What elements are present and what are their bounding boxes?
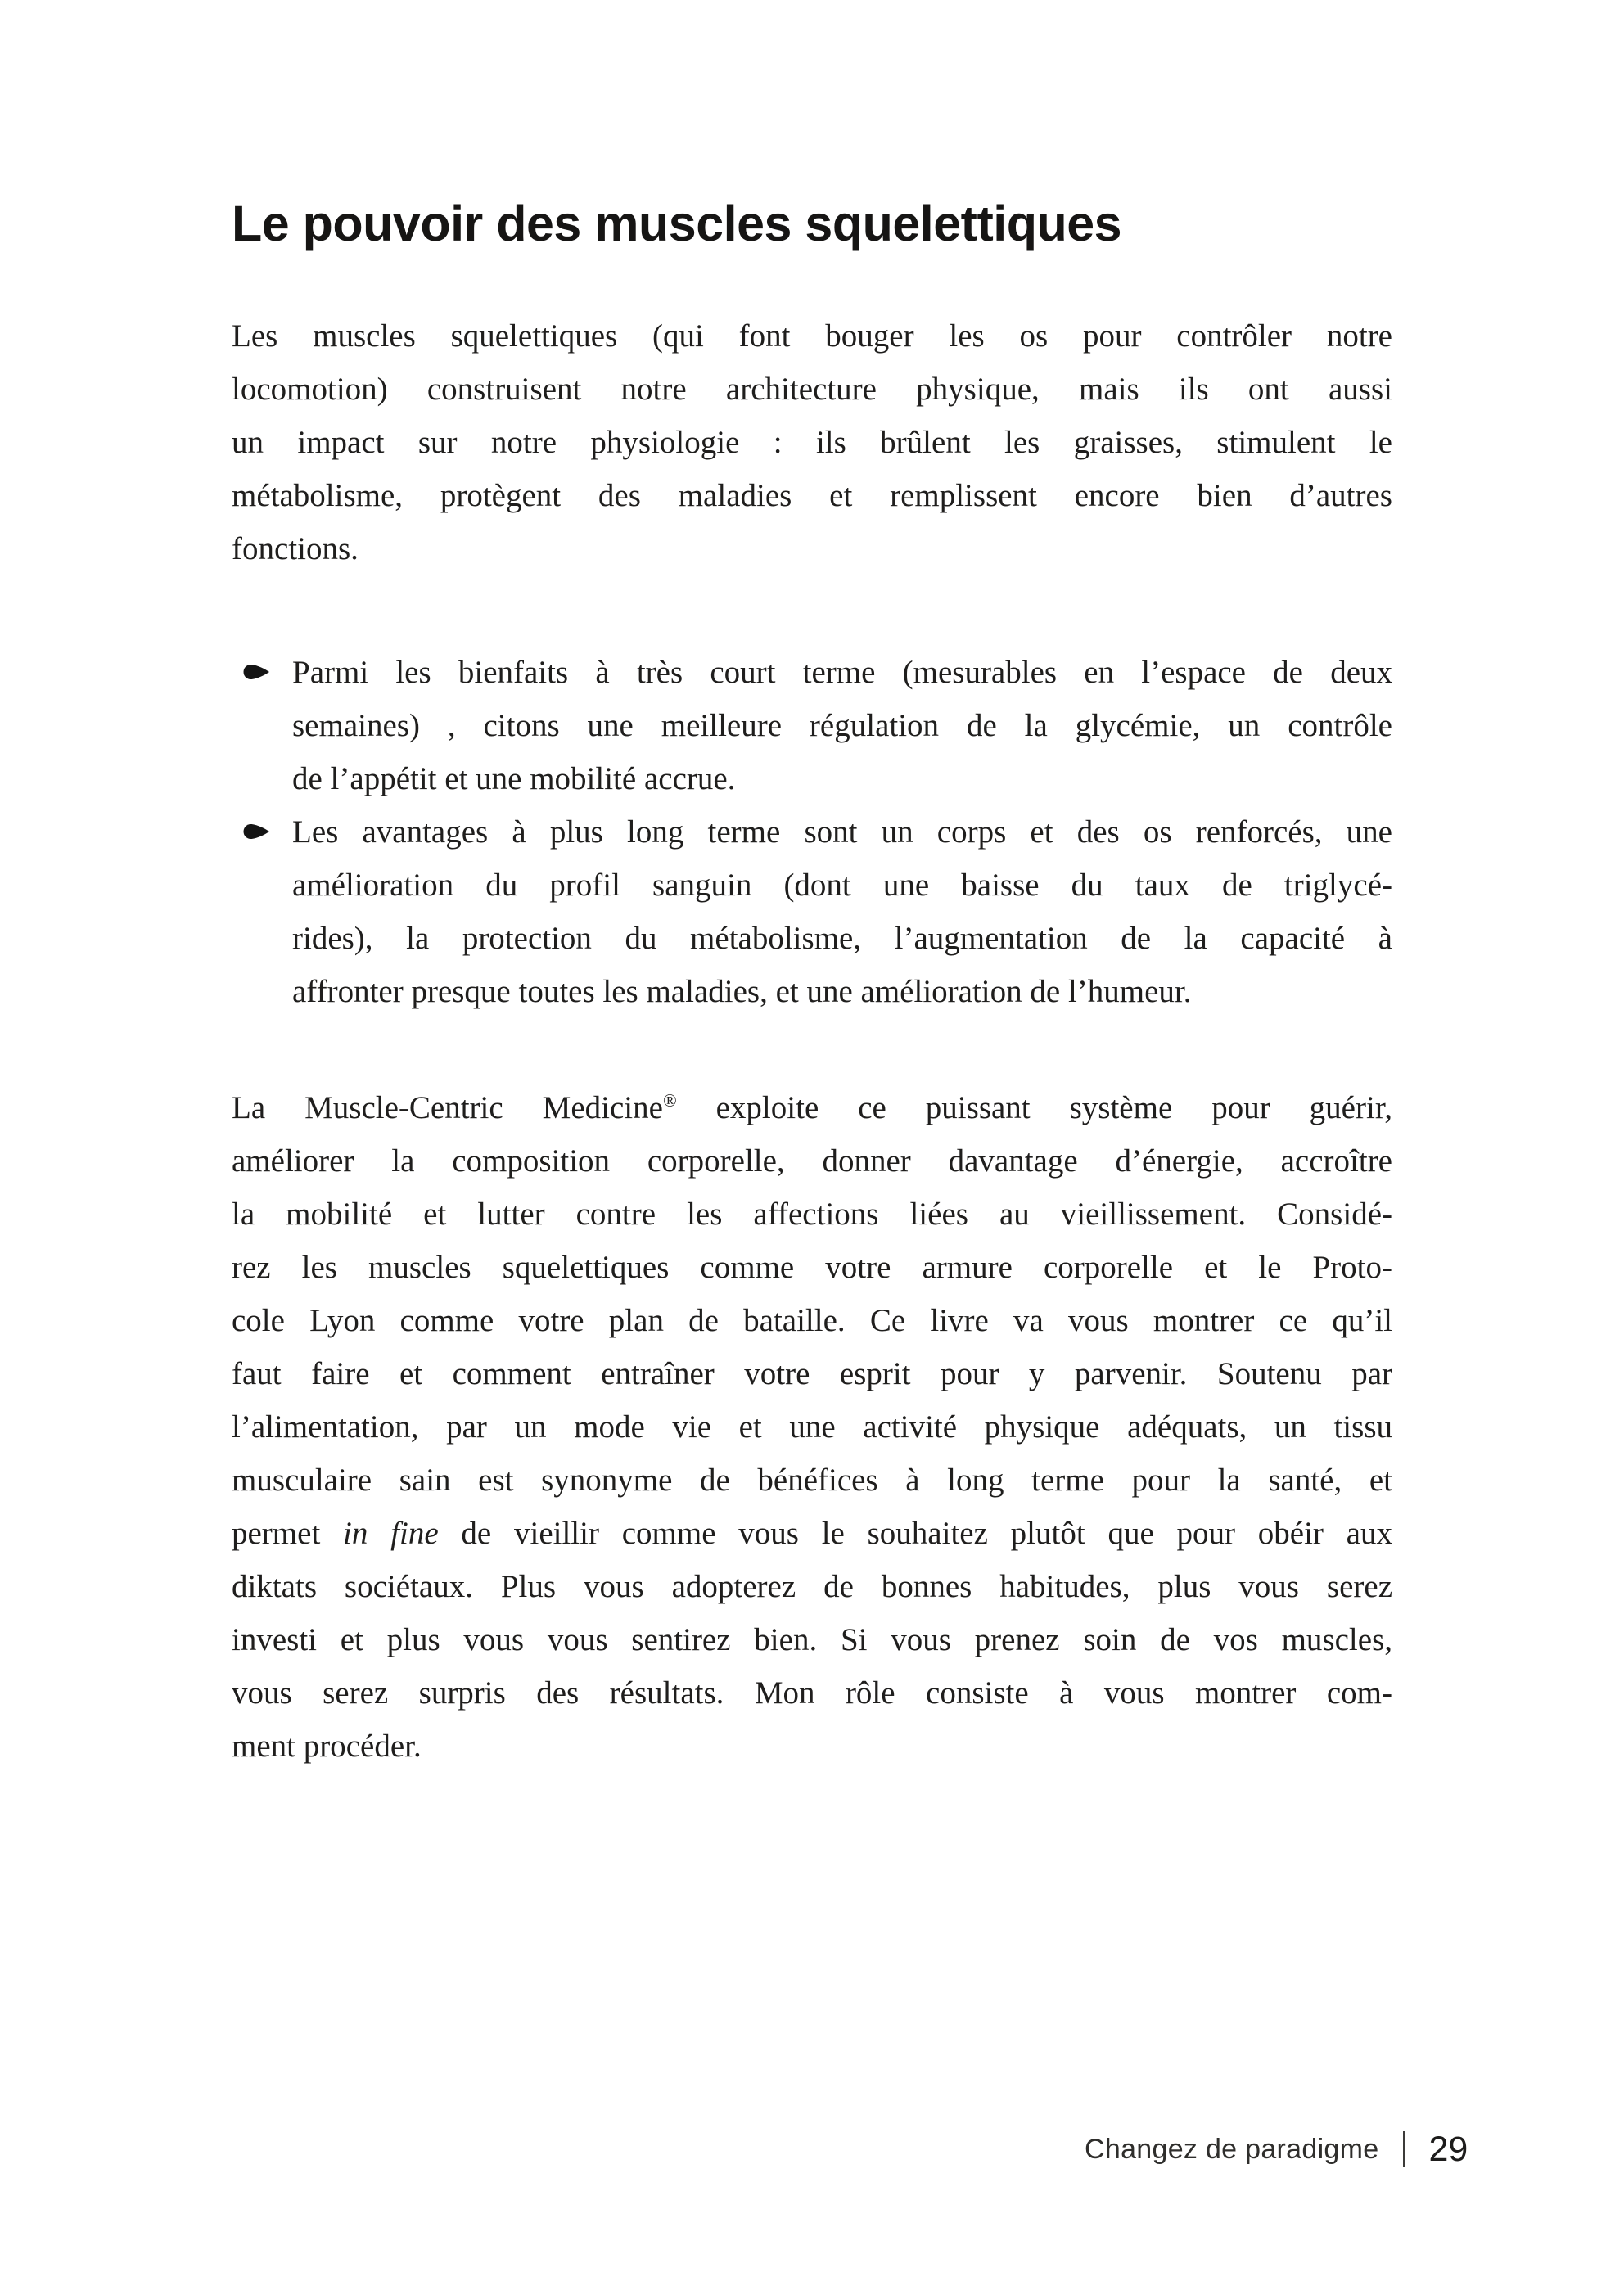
bullet-text-short-term [292,646,1392,805]
page-number: 29 [1428,2129,1468,2169]
page-content [232,309,1392,1773]
text-line: semaines) , citons une meilleure régulation de la glycémie, un contrôle [292,708,1392,743]
text-line: locomotion) construisent notre architecture physique, mais ils ont aussi [232,372,1392,407]
page-title: Le pouvoir des muscles squelettiques [232,196,1122,251]
text-line: l’alimentation, par un mode vie et une activité physique adéquats, un tissu [232,1409,1392,1445]
teardrop-bullet-icon [232,805,292,841]
text-line: faut faire et comment entraîner votre esprit pour y parvenir. Soutenu par [232,1356,1392,1391]
bullet-item-short-term [232,646,1392,805]
main-paragraph [232,1081,1392,1773]
text-line: rez les muscles squelettiques comme votre armure corporelle et le Proto- [232,1250,1392,1285]
text-line: musculaire sain est synonyme de bénéfices à long terme pour la santé, et [232,1463,1392,1498]
bullet-text-long-term [292,805,1392,1018]
text-line: rides), la protection du métabolisme, l’augmentation de la capacité à [292,921,1392,956]
bullet-item-long-term [232,805,1392,1018]
text-line: Les avantages à plus long terme sont un corps et des os renforcés, une [292,814,1392,850]
text-line: amélioration du profil sanguin (dont une baisse du taux de triglycé- [292,868,1392,903]
text-line: la mobilité et lutter contre les affections liées au vieillissement. Considé- [232,1197,1392,1232]
text-line: La Muscle-Centric Medicine® exploite ce puissant système pour guérir, [232,1090,1392,1125]
footer-divider-bar [1403,2131,1405,2167]
text-line: ment procéder. [232,1729,422,1764]
text-line: vous serez surpris des résultats. Mon rôle consiste à vous montrer com- [232,1675,1392,1711]
text-line: améliorer la composition corporelle, donner davantage d’énergie, accroître [232,1143,1392,1179]
teardrop-bullet-icon [232,646,292,681]
bullet-list [232,646,1392,1018]
text-line: Les muscles squelettiques (qui font bouger les os pour contrôler notre [232,318,1392,354]
text-line: un impact sur notre physiologie : ils brûlent les graisses, stimulent le [232,425,1392,460]
text-line: affronter presque toutes les maladies, et une amélioration de l’humeur. [292,974,1192,1009]
text-line: permet in fine de vieillir comme vous le souhaitez plutôt que pour obéir aux [232,1516,1392,1551]
text-line: métabolisme, protègent des maladies et remplissent encore bien d’autres [232,478,1392,513]
intro-paragraph [232,309,1392,575]
running-head: Changez de paradigme [1085,2133,1379,2165]
text-line: investi et plus vous vous sentirez bien. Si vous prenez soin de vos muscles, [232,1622,1392,1657]
text-line: cole Lyon comme votre plan de bataille. Ce livre va vous montrer ce qu’il [232,1303,1392,1338]
text-line: fonctions. [232,531,359,566]
text-line: diktats sociétaux. Plus vous adopterez de bonnes habitudes, plus vous serez [232,1569,1392,1604]
page-footer [1085,2130,1468,2169]
text-line: Parmi les bienfaits à très court terme (mesurables en l’espace de deux [292,655,1392,690]
text-line: de l’appétit et une mobilité accrue. [292,761,736,796]
